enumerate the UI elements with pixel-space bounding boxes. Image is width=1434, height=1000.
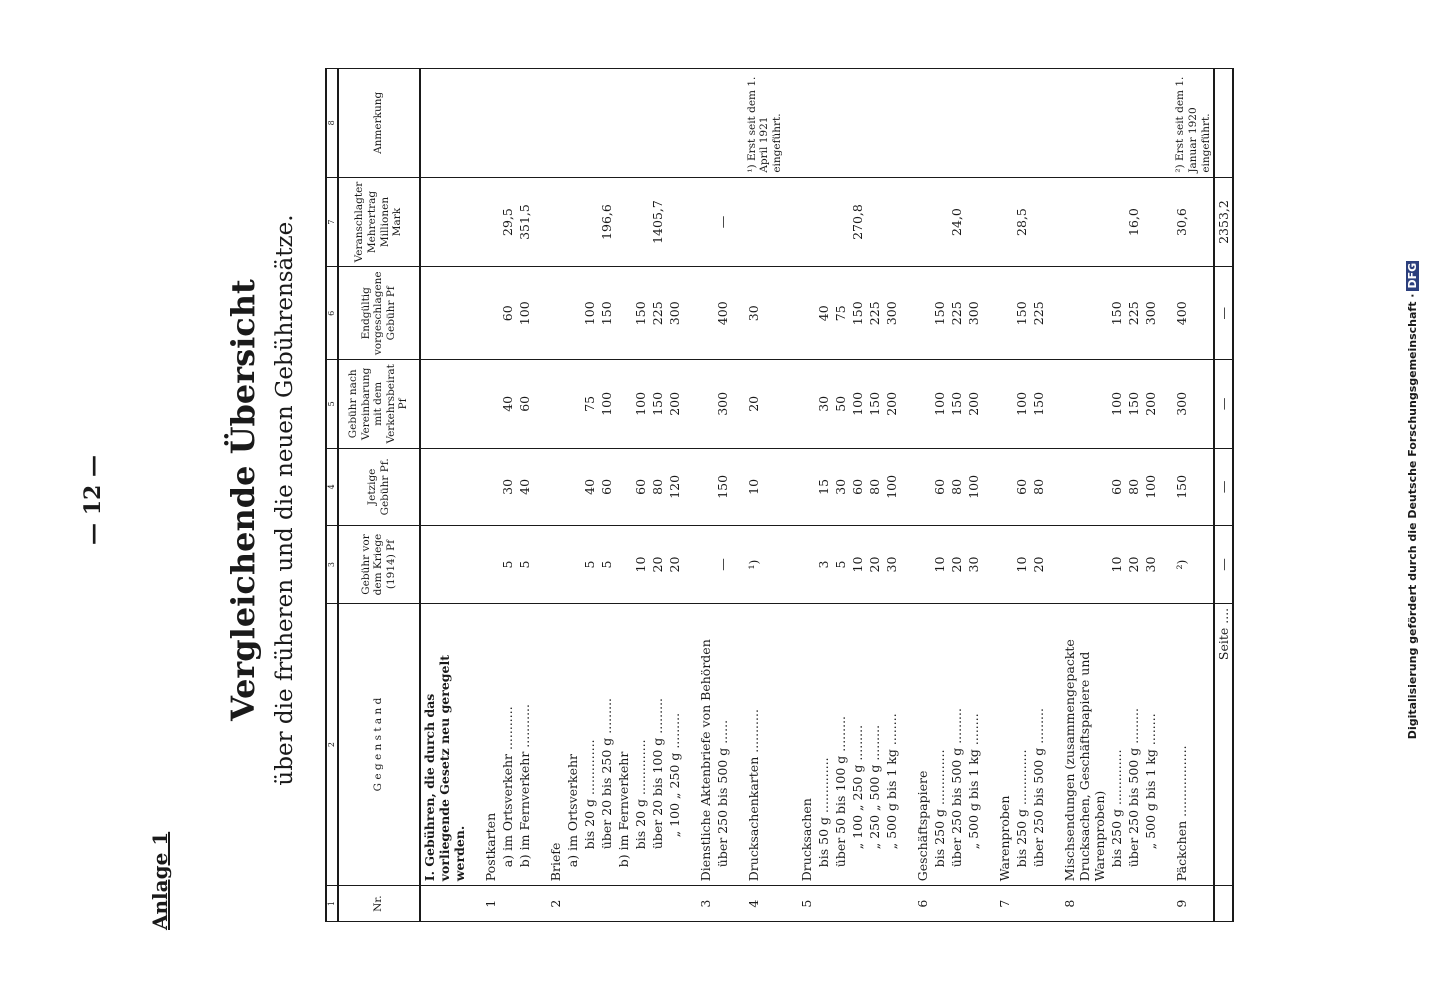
table-row — [815, 69, 832, 922]
cell-proposed-fee: 150 — [931, 267, 948, 360]
cell-agreed-fee: 100 — [632, 360, 649, 448]
table-row — [598, 69, 615, 922]
cell-current-fee: 60 — [1108, 448, 1125, 526]
row-subject: a) im Ortsverkehr ........... — [499, 706, 515, 868]
row-subject: über 250 bis 500 g ......... — [1126, 708, 1142, 868]
cell-current-fee: 150 — [714, 448, 731, 526]
column-number-row — [326, 69, 338, 922]
cell-fee-1914: 20 — [1125, 526, 1142, 604]
col-number: 8 — [326, 69, 338, 178]
row-subject: bis 20 g .............. — [632, 739, 648, 850]
cell-proposed-fee: — — [1214, 267, 1233, 360]
table-row — [714, 69, 731, 922]
page-number: — 12 — — [80, 455, 106, 545]
row-subject: über 20 bis 100 g ......... — [649, 697, 665, 850]
table-row — [931, 69, 948, 922]
cell-current-fee: 100 — [965, 448, 982, 526]
cell-agreed-fee: 200 — [1142, 360, 1159, 448]
table-row — [649, 69, 666, 922]
cell-current-fee: 120 — [666, 448, 683, 526]
cell-agreed-fee: 300 — [714, 360, 731, 448]
col-header-current-fee: Jetzige Gebühr Pf. — [338, 448, 420, 526]
table-row — [615, 69, 632, 922]
cell-proposed-fee: 300 — [666, 267, 683, 360]
cell-agreed-fee: 150 — [1125, 360, 1142, 448]
row-subject: Dienstliche Aktenbriefe von Behörden — [697, 603, 714, 885]
footnote-2: ²) Erst seit dem 1. Januar 1920 eingeführt. — [1173, 69, 1214, 178]
row-subject: Drucksachenkarten ........... — [745, 603, 785, 885]
page-title: Vergleichende Übersicht — [224, 279, 262, 721]
table-row — [632, 69, 649, 922]
col-number: 4 — [326, 448, 338, 526]
row-subject: bis 50 g .............. — [816, 757, 832, 868]
cell-current-fee: 10 — [745, 448, 785, 526]
cell-extra-revenue: 270,8 — [849, 177, 866, 267]
section-heading: I. Gebühren, die durch das vorliegende Gesetz neu geregelt werden. — [420, 603, 468, 885]
cell-agreed-fee: 200 — [883, 360, 900, 448]
cell-fee-1914: 5 — [516, 526, 533, 604]
row-subject: b) im Fernverkehr — [615, 751, 631, 868]
cell-proposed-fee: 300 — [965, 267, 982, 360]
cell-agreed-fee: 150 — [649, 360, 666, 448]
cell-proposed-fee: 150 — [1013, 267, 1030, 360]
row-subject: über 250 bis 500 g ......... — [1031, 708, 1047, 868]
col-header-proposed-fee: Endgültig vorgeschlagene Gebühr Pf — [338, 267, 420, 360]
table-row — [564, 69, 581, 922]
cell-fee-1914: 20 — [948, 526, 965, 604]
cell-agreed-fee: 150 — [866, 360, 883, 448]
table-row — [1061, 69, 1108, 922]
cell-fee-1914: 10 — [1013, 526, 1030, 604]
cell-agreed-fee: 100 — [1108, 360, 1125, 448]
table-row — [547, 69, 564, 922]
cell-fee-1914: 5 — [499, 526, 516, 604]
cell-fee-1914: 30 — [1142, 526, 1159, 604]
cell-extra-revenue: — — [714, 177, 731, 267]
cell-current-fee: 60 — [598, 448, 615, 526]
cell-current-fee: 15 — [815, 448, 832, 526]
cell-proposed-fee: 60 — [499, 267, 516, 360]
cell-extra-revenue: 1405,7 — [649, 177, 666, 267]
row-subject: über 20 bis 250 g ......... — [598, 697, 614, 850]
col-header-remark: Anmerkung — [338, 69, 420, 178]
cell-fee-1914: 10 — [931, 526, 948, 604]
row-nr: 6 — [914, 886, 931, 922]
cell-current-fee: 80 — [866, 448, 883, 526]
cell-agreed-fee: 150 — [1030, 360, 1047, 448]
table-row — [666, 69, 683, 922]
row-subject: „ 250 „ 500 g ......... — [867, 724, 883, 850]
cell-agreed-fee: — — [1214, 360, 1233, 448]
cell-current-fee: 80 — [1125, 448, 1142, 526]
row-subject: über 250 bis 500 g ......... — [949, 708, 965, 868]
cell-proposed-fee: 30 — [745, 267, 785, 360]
cell-agreed-fee: 300 — [1173, 360, 1214, 448]
cell-current-fee: 60 — [1013, 448, 1030, 526]
row-subject: a) im Ortsverkehr — [564, 753, 580, 868]
cell-current-fee: 60 — [931, 448, 948, 526]
cell-current-fee: 80 — [1030, 448, 1047, 526]
col-header-nr: Nr. — [338, 886, 420, 922]
cell-proposed-fee: 75 — [832, 267, 849, 360]
cell-total-extra-revenue: 2353,2 — [1214, 177, 1233, 267]
col-number: 3 — [326, 526, 338, 604]
cell-fee-1914: 20 — [666, 526, 683, 604]
cell-current-fee: 30 — [499, 448, 516, 526]
cell-current-fee: 80 — [649, 448, 666, 526]
col-number: 5 — [326, 360, 338, 448]
row-nr: 3 — [697, 886, 714, 922]
cell-current-fee: 60 — [632, 448, 649, 526]
table-row — [1013, 69, 1030, 922]
total-label: Seite .... — [1214, 603, 1233, 885]
cell-extra-revenue: 196,6 — [598, 177, 615, 267]
cell-agreed-fee: 75 — [581, 360, 598, 448]
row-nr: 7 — [996, 886, 1013, 922]
cell-agreed-fee: 40 — [499, 360, 516, 448]
cell-proposed-fee: 150 — [598, 267, 615, 360]
col-header-extra-revenue: Veranschlagter Mehrertrag Millionen Mark — [338, 177, 420, 267]
footnote-1: ¹) Erst seit dem 1. April 1921 eingeführt. — [745, 69, 785, 178]
row-subject: über 50 bis 100 g ......... — [833, 715, 849, 868]
cell-proposed-fee: 300 — [1142, 267, 1159, 360]
col-number: 1 — [326, 886, 338, 922]
table-row — [996, 69, 1013, 922]
cell-fee-1914: 5 — [581, 526, 598, 604]
cell-proposed-fee: 150 — [1108, 267, 1125, 360]
table-row — [1173, 69, 1214, 922]
row-nr: 8 — [1061, 886, 1108, 922]
row-subject: „ 500 g bis 1 kg ........ — [966, 713, 982, 850]
cell-agreed-fee: 100 — [1013, 360, 1030, 448]
cell-current-fee: — — [1214, 448, 1233, 526]
cell-proposed-fee: 225 — [1125, 267, 1142, 360]
cell-fee-1914: 3 — [815, 526, 832, 604]
table-row — [581, 69, 598, 922]
cell-fee-1914: ²) — [1173, 526, 1214, 604]
cell-current-fee: 40 — [581, 448, 598, 526]
table-row — [516, 69, 533, 922]
col-header-agreed-fee: Gebühr nach Vereinbarung mit dem Verkehrsbeirat Pf — [338, 360, 420, 448]
cell-extra-revenue: 24,0 — [948, 177, 965, 267]
row-subject: „ 500 g bis 1 kg ........ — [1143, 713, 1159, 850]
cell-proposed-fee: 100 — [516, 267, 533, 360]
table-row — [914, 69, 931, 922]
col-number: 7 — [326, 177, 338, 267]
cell-agreed-fee: 50 — [832, 360, 849, 448]
table-row — [1108, 69, 1125, 922]
cell-fee-1914: — — [714, 526, 731, 604]
table-row — [866, 69, 883, 922]
cell-proposed-fee: 400 — [1173, 267, 1214, 360]
cell-extra-revenue: 351,5 — [516, 177, 533, 267]
cell-agreed-fee: 60 — [516, 360, 533, 448]
cell-proposed-fee: 225 — [1030, 267, 1047, 360]
table-row — [965, 69, 982, 922]
table-row — [832, 69, 849, 922]
cell-agreed-fee: 150 — [948, 360, 965, 448]
cell-current-fee: 100 — [1142, 448, 1159, 526]
anlage-label: Anlage 1 — [148, 831, 172, 930]
col-header-subject: G e g e n s t a n d — [338, 603, 420, 885]
row-subject: „ 100 „ 250 g ......... — [666, 712, 682, 838]
row-subject: Briefe — [547, 603, 564, 885]
cell-agreed-fee: 30 — [815, 360, 832, 448]
dfg-logo: DFG — [1406, 262, 1419, 289]
cell-fee-1914: 20 — [866, 526, 883, 604]
cell-fee-1914: 5 — [598, 526, 615, 604]
cell-current-fee: 150 — [1173, 448, 1214, 526]
digitization-note — [1406, 0, 1419, 1000]
cell-fee-1914: 20 — [649, 526, 666, 604]
table-row — [1142, 69, 1159, 922]
cell-current-fee: 60 — [849, 448, 866, 526]
cell-fee-1914: 5 — [832, 526, 849, 604]
row-subject: Postkarten — [482, 603, 499, 885]
row-nr: 9 — [1173, 886, 1214, 922]
table-row — [499, 69, 516, 922]
cell-proposed-fee: 100 — [581, 267, 598, 360]
table-row — [798, 69, 815, 922]
cell-extra-revenue: 30,6 — [1173, 177, 1214, 267]
table-row — [697, 69, 714, 922]
cell-proposed-fee: 300 — [883, 267, 900, 360]
cell-proposed-fee: 150 — [849, 267, 866, 360]
cell-extra-revenue: 29,5 — [499, 177, 516, 267]
cell-fee-1914: 20 — [1030, 526, 1047, 604]
cell-extra-revenue: 28,5 — [1013, 177, 1030, 267]
cell-fee-1914: 30 — [965, 526, 982, 604]
table-row — [745, 69, 785, 922]
cell-extra-revenue: 16,0 — [1125, 177, 1142, 267]
row-subject: über 250 bis 500 g ...... — [714, 719, 730, 868]
cell-proposed-fee: 225 — [866, 267, 883, 360]
digitization-text: Digitalisierung gefördert durch die Deutsche Forschungsgemeinschaft · — [1406, 293, 1419, 740]
cell-proposed-fee: 150 — [632, 267, 649, 360]
row-subject: Warenproben — [996, 603, 1013, 885]
row-subject: Päckchen .................. — [1173, 603, 1214, 885]
row-subject: b) im Fernverkehr ........... — [516, 704, 532, 868]
row-nr: 4 — [745, 886, 785, 922]
header-row — [338, 69, 420, 922]
table-row — [883, 69, 900, 922]
row-nr: 2 — [547, 886, 564, 922]
comparison-table — [325, 68, 1234, 922]
row-subject: bis 20 g .............. — [581, 739, 597, 850]
col-number: 2 — [326, 603, 338, 885]
cell-proposed-fee: 40 — [815, 267, 832, 360]
cell-agreed-fee: 200 — [965, 360, 982, 448]
row-subject: bis 250 g .............. — [932, 749, 948, 868]
cell-fee-1914: 10 — [632, 526, 649, 604]
row-subject: „ 500 g bis 1 kg ........ — [884, 713, 900, 850]
table-row — [482, 69, 499, 922]
cell-current-fee: 30 — [832, 448, 849, 526]
cell-fee-1914: — — [1214, 526, 1233, 604]
row-subject: Geschäftspapiere — [914, 603, 931, 885]
table-row — [1030, 69, 1047, 922]
cell-fee-1914: 30 — [883, 526, 900, 604]
row-subject: Mischsendungen (zusammengepackte Drucksachen, Geschäftspapiere und Warenproben) — [1061, 603, 1108, 885]
row-nr: 5 — [798, 886, 815, 922]
cell-agreed-fee: 20 — [745, 360, 785, 448]
table-row — [849, 69, 866, 922]
col-header-fee-1914: Gebühr vor dem Kriege (1914) Pf — [338, 526, 420, 604]
row-subject: bis 250 g .............. — [1014, 749, 1030, 868]
cell-agreed-fee: 200 — [666, 360, 683, 448]
cell-proposed-fee: 225 — [649, 267, 666, 360]
cell-fee-1914: 10 — [1108, 526, 1125, 604]
cell-proposed-fee: 225 — [948, 267, 965, 360]
total-row — [1214, 69, 1233, 922]
cell-current-fee: 80 — [948, 448, 965, 526]
cell-fee-1914: 10 — [849, 526, 866, 604]
cell-fee-1914: ¹) — [745, 526, 785, 604]
cell-current-fee: 40 — [516, 448, 533, 526]
row-subject: „ 100 „ 250 g ......... — [850, 724, 866, 850]
table-row — [1125, 69, 1142, 922]
cell-proposed-fee: 400 — [714, 267, 731, 360]
cell-agreed-fee: 100 — [849, 360, 866, 448]
row-subject: Drucksachen — [798, 603, 815, 885]
row-subject: bis 250 g .............. — [1109, 749, 1125, 868]
page-subtitle: über die früheren und die neuen Gebührensätze. — [272, 214, 298, 786]
cell-agreed-fee: 100 — [598, 360, 615, 448]
col-number: 6 — [326, 267, 338, 360]
section-row — [420, 69, 468, 922]
cell-current-fee: 100 — [883, 448, 900, 526]
table-row — [948, 69, 965, 922]
row-nr: 1 — [482, 886, 499, 922]
cell-agreed-fee: 100 — [931, 360, 948, 448]
